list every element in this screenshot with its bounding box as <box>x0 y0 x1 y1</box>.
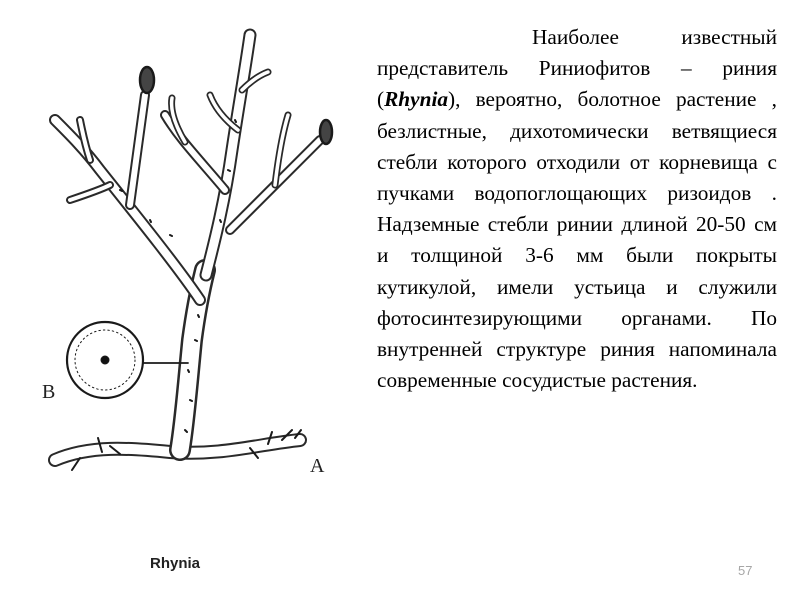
rhynia-drawing <box>20 20 370 500</box>
paragraph-part-2: ), вероятно, болотное растение , безлистные, дихотомически ветвящиеся стебли которого отходили от корневища с пучками водопоглощающих ризоидов . Надземные стебли ринии длиной 20-50 см и толщиной 3-6 мм были покрыты кутикулой, имели устьица и служили фотосинтезирующими органами. По внутренней структуре риния напоминала современные сосудистые растения. <box>377 87 777 393</box>
figure-caption: Rhynia <box>150 555 201 572</box>
paragraph-part-1: Наиболее известный представитель Риниофитов – риния ( <box>377 25 777 112</box>
rhynia-illustration <box>20 20 370 500</box>
latin-name: Rhynia <box>384 87 449 112</box>
sporangium <box>140 67 154 93</box>
description-paragraph <box>377 22 777 396</box>
label-a: A <box>310 455 325 477</box>
sporangium <box>320 120 332 144</box>
label-b: B <box>42 381 56 403</box>
page-number: 57 <box>738 563 753 578</box>
